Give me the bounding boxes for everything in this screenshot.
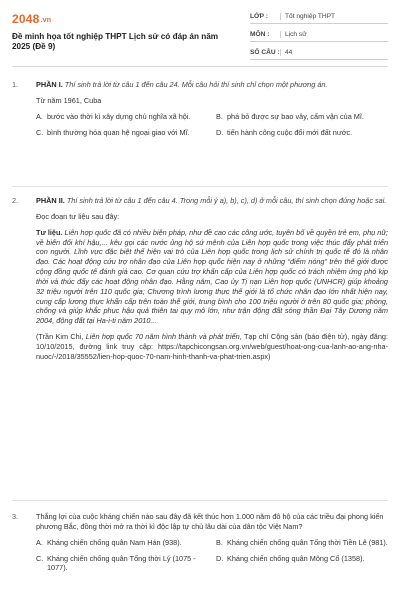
option-b[interactable] xyxy=(216,538,388,548)
question-body xyxy=(36,196,388,362)
part-header xyxy=(36,196,388,206)
meta-value: 44 xyxy=(280,49,388,56)
option-d[interactable] xyxy=(216,128,388,138)
question-number: 2. xyxy=(12,196,19,205)
option-text: Kháng chiến chống quân Tống thời Lý (1075 - 1077). xyxy=(47,553,196,573)
question-2 xyxy=(12,196,388,362)
option-letter: C. xyxy=(36,127,44,137)
meta-row-class xyxy=(250,10,388,24)
option-letter: D. xyxy=(216,127,224,137)
meta-row-count xyxy=(250,46,388,60)
option-b[interactable] xyxy=(216,112,388,122)
option-text: Kháng chiến chống quân Mông Cổ (1358). xyxy=(227,553,365,563)
divider xyxy=(12,66,388,67)
option-letter: A. xyxy=(36,537,43,547)
meta-key: LỚP : xyxy=(250,13,268,20)
option-text: Kháng chiến chống quân Nam Hán (938). xyxy=(47,537,182,547)
question-body xyxy=(36,512,388,573)
meta-key: SỐ CÂU : xyxy=(250,49,280,56)
citation-author: (Trần Kim Chi, xyxy=(36,332,86,342)
part-instruction: Thí sinh trả lời từ câu 1 đến câu 24. Mỗi câu hỏi thí sinh chỉ chọn một phương án. xyxy=(64,80,328,89)
question-stem: Từ năm 1961, Cuba xyxy=(36,95,102,105)
meta-panel xyxy=(250,10,388,64)
brand-suffix: .vn xyxy=(40,17,52,24)
question-1 xyxy=(12,80,388,137)
meta-value: Lịch sử xyxy=(280,31,388,38)
part-instruction: Thí sinh trả lời từ câu 1 đến câu 4. Trong mỗi ý a), b), c), d) ở mỗi câu, thí sinh chọn đúng hoặc sai. xyxy=(66,196,387,205)
option-letter: C. xyxy=(36,553,44,563)
part-header xyxy=(36,80,388,90)
option-text: bước vào thời kì xây dựng chủ nghĩa xã hội. xyxy=(47,111,191,121)
meta-key: MÔN : xyxy=(250,31,270,38)
citation xyxy=(36,332,388,362)
option-letter: A. xyxy=(36,111,43,121)
citation-rest[interactable]: , Tạp chí Cộng sản (báo điện tử), ngày đăng: 10/10/2015, đường link truy cập: https://tapchicongsan.org.vn/web/guest/hoat-ong-cua-lanh-ao-ang-nha-nuoc/-/2018/35552/lien-hop-quoc-70-nam-hinh-thanh-va-phat-trien.aspx) xyxy=(36,332,388,361)
reading-prompt: Đọc đoạn tư liệu sau đây: xyxy=(36,211,120,221)
part-title: PHẦN I. xyxy=(36,80,63,89)
option-letter: D. xyxy=(216,553,224,563)
question-body xyxy=(36,80,388,137)
citation-title: Liên hợp quốc 70 năm hình thành và phát triển xyxy=(85,332,240,342)
option-letter: B. xyxy=(216,111,223,121)
source-label: Tư liệu. xyxy=(36,227,63,237)
brand-name: 2048 xyxy=(12,12,40,26)
option-letter: B. xyxy=(216,537,223,547)
meta-row-subject xyxy=(250,28,388,42)
option-text: tiến hành công cuộc đổi mới đất nước. xyxy=(227,127,353,137)
options-grid xyxy=(36,112,388,138)
option-a[interactable] xyxy=(36,538,208,548)
part-title: PHẦN II. xyxy=(36,196,65,205)
site-logo[interactable] xyxy=(12,12,51,26)
question-stem: Thắng lợi của cuộc kháng chiến nào sau đây đã kết thúc hơn 1.000 năm đô hộ của các triều đại phong kiến phương Bắc, đồng thời mở ra thời kì độc lập tự chủ lâu dài của dân tộc Việt Nam? xyxy=(36,512,384,531)
option-c[interactable] xyxy=(36,128,208,138)
source-passage xyxy=(36,228,388,326)
options-grid xyxy=(36,538,388,574)
question-3 xyxy=(12,512,388,573)
question-number: 3. xyxy=(12,512,19,521)
document-title: Đề minh họa tốt nghiệp THPT Lịch sử có đáp án năm 2025 (Đề 9) xyxy=(12,32,219,52)
question-number: 1. xyxy=(12,80,19,89)
divider xyxy=(12,500,388,501)
option-a[interactable] xyxy=(36,112,208,122)
divider xyxy=(12,186,388,187)
option-text: Kháng chiến chống quân Tống thời Tiền Lê (981). xyxy=(227,537,388,547)
meta-value: Tốt nghiệp THPT xyxy=(280,13,388,20)
option-d[interactable] xyxy=(216,554,388,574)
option-text: phá bỏ được sự bao vây, cấm vận của Mĩ. xyxy=(227,111,364,121)
option-text: bình thường hóa quan hệ ngoại giao với Mĩ. xyxy=(47,127,190,137)
source-text: Liên hợp quốc đã có nhiều biện pháp, như đề cao các công ước, tuyên bố về quyền trẻ em, phụ nữ; về biến đổi khí hậu,... kêu gọi các nước ủng hộ sứ mệnh của Liên hợp quốc trong việc thúc đẩy phát triển con người. Lĩnh vực đặc biệt thể hiện vai trò của Liên hợp quốc trong lịch sử chính trị quốc tế đó là nhân đạo. Các hoạt động cứu trợ nhân đạo của Liên hợp quốc hiện nay ở những “điểm nóng” trên thế giới được cộng đồng quốc tế đánh giá cao. Cơ quan cứu trợ khẩn cấp của Liên hợp quốc có trách nhiệm ứng phó kịp thời và thúc đẩy các hoạt động nhân đạo. Hằng năm, Cao ủy Tị nạn Liên hợp quốc (UNHCR) giúp khoảng 32 triệu người trên 110 quốc gia; Chương trình lương thực thế giới là tổ chức nhân đạo lớn nhất hiện nay, cung cấp lương thực khẩn cấp trên toàn thế giới, trung bình cho 100 triệu người ở trên 80 quốc gia; phòng, chống và giúp khắc phục hậu quả thiên tai quy mô lớn, như trận động đất sóng thần Đại Tây Dương năm 2004, động đất tại Ha-i-ti năm 2010... xyxy=(36,227,388,326)
option-c[interactable] xyxy=(36,554,208,574)
